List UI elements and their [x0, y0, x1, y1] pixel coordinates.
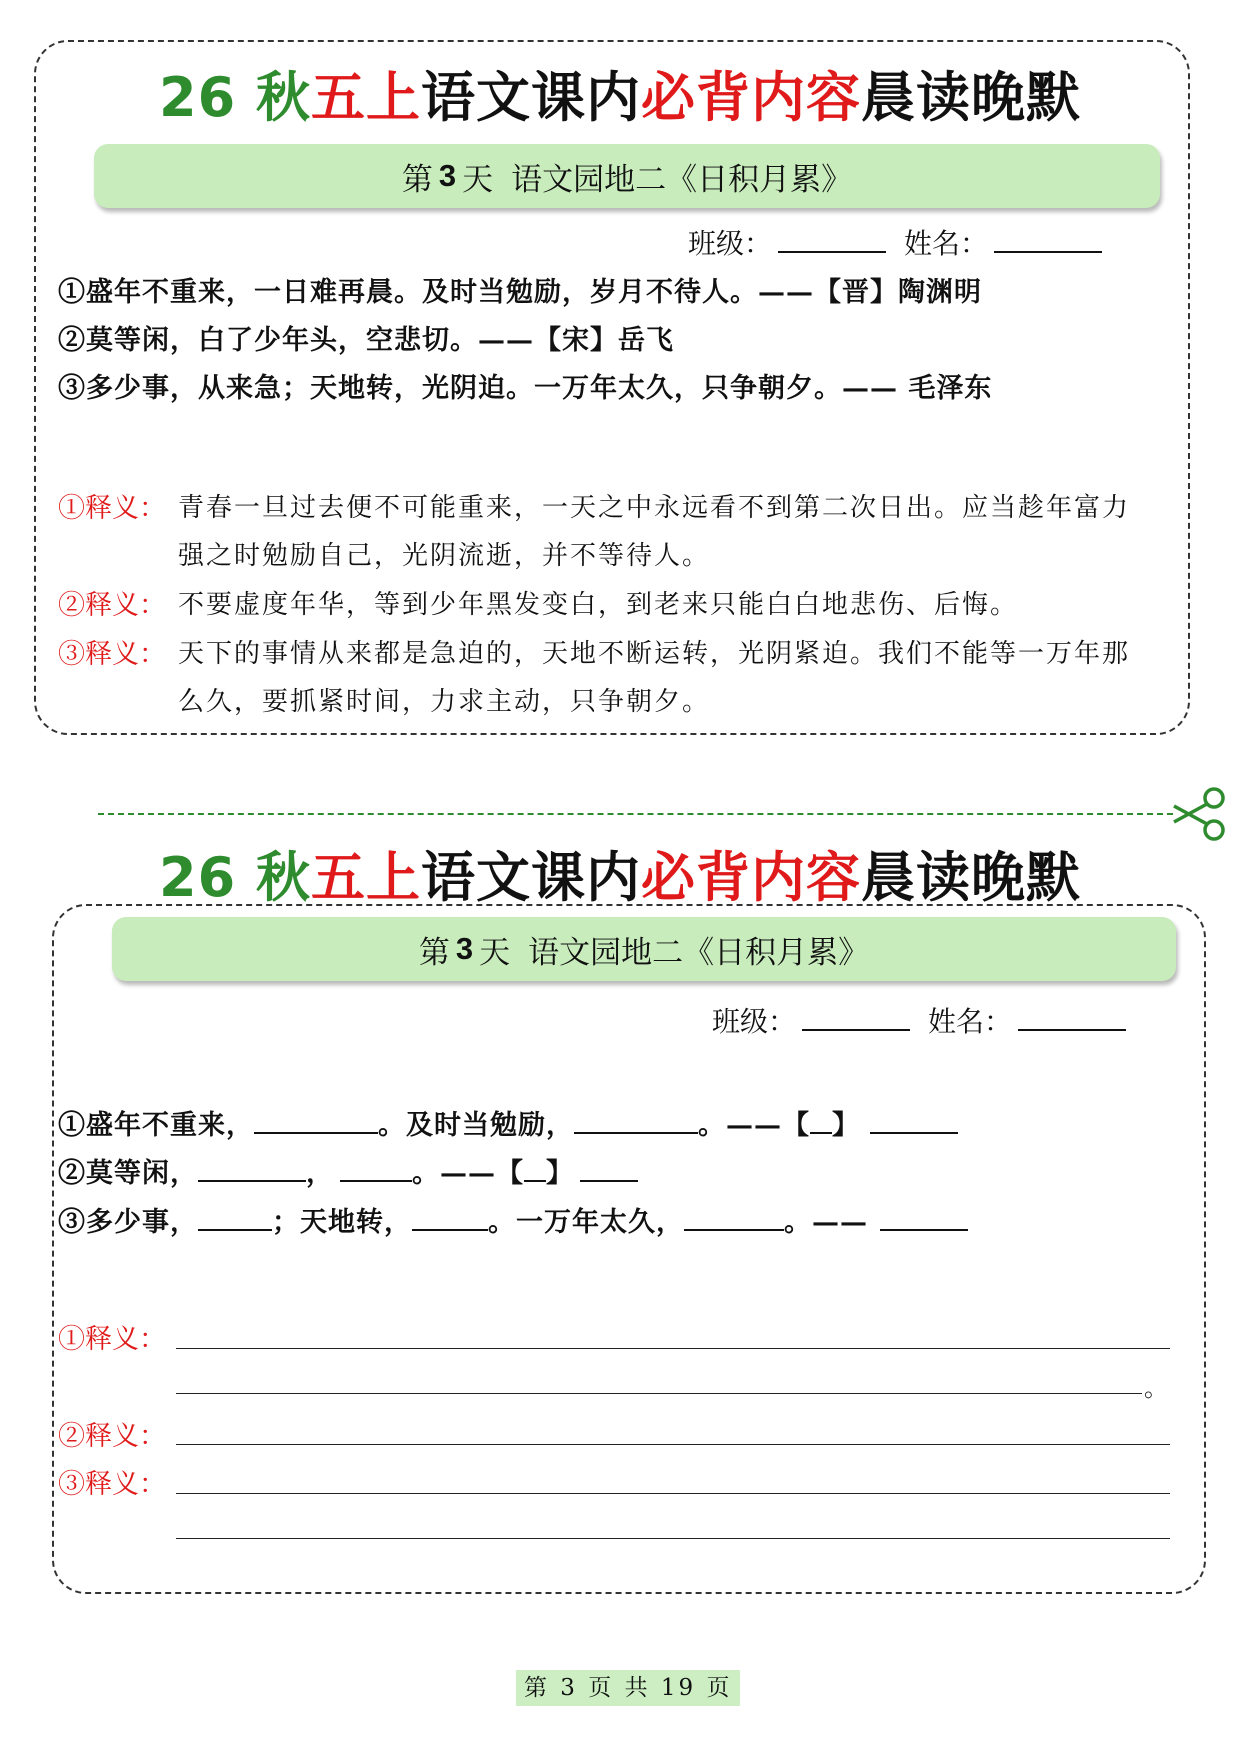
- fill-line-2: [58, 1151, 638, 1190]
- explanation-label-3: ③释义：: [58, 639, 166, 670]
- fill-blank[interactable]: [412, 1209, 488, 1231]
- fill-blank[interactable]: [340, 1160, 412, 1182]
- lesson-name: 语文园地二《日积月累》: [528, 934, 870, 971]
- fill-text: 。——: [784, 1207, 868, 1238]
- fill-line-1: [58, 1103, 958, 1142]
- page-footer: 第 3 页 共 19 页: [516, 1670, 740, 1706]
- class-name-row-bottom: [712, 1000, 1144, 1040]
- day-suffix: 天: [479, 934, 511, 971]
- name-blank[interactable]: [1018, 1005, 1126, 1031]
- explanation-text-3b: 么久，要抓紧时间，力求主动，只争朝夕。: [178, 687, 711, 717]
- title-part-3: 语文课内: [420, 66, 641, 129]
- name-blank[interactable]: [994, 227, 1102, 253]
- fill-text: 。及时当勉励，: [378, 1110, 574, 1141]
- class-blank[interactable]: [778, 227, 886, 253]
- title-part-5: 晨读晚默: [860, 66, 1081, 129]
- fill-text: ；天地转，: [272, 1207, 412, 1238]
- class-label: 班级：: [688, 227, 773, 260]
- title-part-4: 必背内容: [640, 66, 861, 129]
- explanation-text-3a: 天下的事情从来都是急迫的，天地不断运转，光阴紧迫。我们不能等一万年那: [178, 639, 1131, 669]
- title-part-1: 26 秋: [159, 66, 311, 129]
- day-prefix: 第: [401, 161, 433, 198]
- dynasty-blank[interactable]: [524, 1160, 546, 1182]
- poem-line-3: ③多少事，从来急；天地转，光阴迫。一万年太久，只争朝夕。—— 毛泽东: [58, 373, 993, 404]
- day-suffix: 天: [462, 161, 494, 198]
- lesson-banner-top: [94, 144, 1160, 208]
- explanation-label-2: ②释义：: [58, 1421, 166, 1452]
- explanation-label-1: ①释义：: [58, 493, 166, 524]
- explanation-label-3: ③释义：: [58, 1469, 166, 1500]
- explanation-text-1b: 强之时勉励自己，光阴流逝，并不等待人。: [178, 541, 711, 571]
- fill-blank[interactable]: [684, 1209, 784, 1231]
- cut-line: [98, 813, 1173, 815]
- explanation-text-2: 不要虚度年华，等到少年黑发变白，到老来只能白白地悲伤、后悔。: [178, 590, 1019, 620]
- fill-text: 。——【: [412, 1158, 524, 1189]
- dynasty-blank[interactable]: [810, 1112, 832, 1134]
- poem-line-1: ①盛年不重来，一日难再晨。及时当勉励，岁月不待人。——【晋】陶渊明: [58, 277, 982, 308]
- scissors-icon: [1170, 786, 1228, 842]
- period-mark: 。: [1144, 1374, 1168, 1402]
- writing-line[interactable]: [176, 1348, 1170, 1349]
- class-blank[interactable]: [802, 1005, 910, 1031]
- day-prefix: 第: [418, 934, 450, 971]
- fill-line-3: [58, 1200, 968, 1239]
- fill-text: 】: [832, 1110, 860, 1141]
- fill-text: 。——【: [698, 1110, 810, 1141]
- writing-line[interactable]: [176, 1393, 1142, 1394]
- name-label: 姓名：: [904, 227, 989, 260]
- fill-text: ，: [306, 1158, 334, 1189]
- title-part-5: 晨读晚默: [860, 846, 1081, 909]
- writing-line[interactable]: [176, 1538, 1170, 1539]
- author-blank[interactable]: [580, 1160, 638, 1182]
- title-part-1: 26 秋: [159, 846, 311, 909]
- title-part-2: 五上: [310, 66, 421, 129]
- fill-blank[interactable]: [198, 1209, 272, 1231]
- name-label: 姓名：: [928, 1005, 1013, 1038]
- title-part-4: 必背内容: [640, 846, 861, 909]
- fill-text: 】: [546, 1158, 574, 1189]
- fill-text: ③多少事，: [58, 1207, 198, 1238]
- author-blank[interactable]: [870, 1112, 958, 1134]
- title-part-3: 语文课内: [420, 846, 641, 909]
- author-blank[interactable]: [880, 1209, 968, 1231]
- fill-text: 。一万年太久，: [488, 1207, 684, 1238]
- title-part-2: 五上: [310, 846, 421, 909]
- class-name-row-top: [688, 222, 1120, 262]
- class-label: 班级：: [712, 1005, 797, 1038]
- day-number: 3: [455, 931, 474, 966]
- fill-blank[interactable]: [198, 1160, 306, 1182]
- explanation-text-1a: 青春一旦过去便不可能重来，一天之中永远看不到第二次日出。应当趁年富力: [178, 493, 1131, 523]
- lesson-name: 语文园地二《日积月累》: [511, 161, 853, 198]
- fill-text: ②莫等闲，: [58, 1158, 198, 1189]
- lesson-banner-bottom: [112, 917, 1176, 981]
- poem-line-2: ②莫等闲，白了少年头，空悲切。——【宋】岳飞: [58, 325, 674, 356]
- explanation-label-2: ②释义：: [58, 590, 166, 621]
- fill-blank[interactable]: [254, 1112, 378, 1134]
- day-number: 3: [438, 158, 457, 193]
- fill-text: ①盛年不重来，: [58, 1110, 254, 1141]
- writing-line[interactable]: [176, 1493, 1170, 1494]
- fill-blank[interactable]: [574, 1112, 698, 1134]
- explanation-label-1: ①释义：: [58, 1324, 166, 1355]
- page-title-top: [0, 66, 1240, 130]
- page-title-bottom: [0, 846, 1240, 910]
- writing-line[interactable]: [176, 1444, 1170, 1445]
